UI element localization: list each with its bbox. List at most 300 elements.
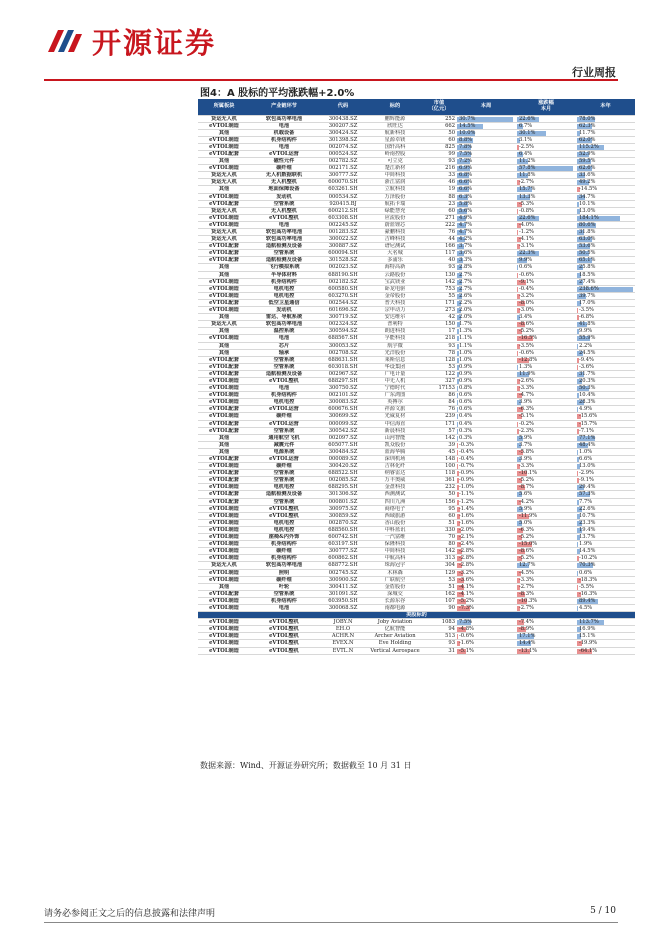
change-value: 31.7% — [579, 370, 596, 377]
ytd-change-cell — [576, 491, 635, 498]
segment-cell: 适航检测及设备 — [250, 243, 318, 250]
code-cell: 000801.SZ — [318, 498, 368, 505]
segment-cell: 空管系统 — [250, 470, 318, 477]
segment-cell: 电机电控 — [250, 292, 318, 299]
change-value: 1.3% — [519, 363, 533, 370]
change-value: 238.6% — [579, 285, 599, 292]
segment-cell: 空管系统 — [250, 590, 318, 597]
code-cell: 300859.SZ — [318, 512, 368, 519]
change-value: -8.7% — [519, 484, 534, 491]
table-row — [198, 207, 635, 214]
change-value: 41.8% — [579, 321, 596, 328]
name-cell: 国轩高科 — [368, 143, 422, 150]
name-cell: 卧龙电驱 — [368, 285, 422, 292]
segment-cell: 空管系统 — [250, 356, 318, 363]
week-change-cell — [456, 150, 516, 157]
change-value: 20.3% — [579, 377, 596, 384]
change-value: 3.7% — [519, 441, 533, 448]
sector-cell: eVTOL制造 — [198, 619, 250, 626]
name-cell: 西域旅游 — [368, 512, 422, 519]
change-value: -2.5% — [519, 143, 534, 150]
week-change-cell — [456, 555, 516, 562]
table-row — [198, 136, 635, 143]
segment-cell: 适航检测及设备 — [250, 370, 318, 377]
mktcap-cell: 33 — [422, 172, 456, 179]
sector-cell: eVTOL配套 — [198, 200, 250, 207]
code-cell: 601696.SZ — [318, 307, 368, 314]
change-value: 10.0% — [459, 129, 476, 136]
month-change-cell — [516, 399, 576, 406]
change-value: 9.9% — [579, 328, 593, 335]
sector-cell: eVTOL制造 — [198, 292, 250, 299]
change-value: -4.5% — [519, 569, 534, 576]
ytd-change-cell — [576, 569, 635, 576]
table-header-cell: 代码 — [318, 99, 368, 115]
table-row — [198, 221, 635, 228]
ytd-change-cell — [576, 448, 635, 455]
sector-cell: eVTOL制造 — [198, 484, 250, 491]
mktcap-cell: 45 — [422, 448, 456, 455]
table-header-cell: 所属板块 — [198, 99, 250, 115]
ytd-change-cell — [576, 377, 635, 384]
month-change-cell — [516, 491, 576, 498]
change-value: -7.4% — [519, 619, 534, 626]
mktcap-cell: 51 — [422, 583, 456, 590]
code-cell: 301528.SZ — [318, 257, 368, 264]
sector-cell: eVTOL制造 — [198, 505, 250, 512]
sector-cell: eVTOL配套 — [198, 257, 250, 264]
change-bar — [577, 471, 578, 476]
sector-cell: eVTOL制造 — [198, 463, 250, 470]
change-value: -2.3% — [519, 427, 534, 434]
code-cell: 002745.SZ — [318, 569, 368, 576]
sector-cell: eVTOL配套 — [198, 456, 250, 463]
sector-cell: 货运无人机 — [198, 115, 250, 122]
sector-cell: eVTOL制造 — [198, 214, 250, 221]
month-change-cell — [516, 278, 576, 285]
change-value: -9.1% — [579, 477, 594, 484]
name-cell: 广东鸿图 — [368, 392, 422, 399]
mktcap-cell: 171 — [422, 420, 456, 427]
name-cell: 中航高科 — [368, 555, 422, 562]
code-cell: 920415.BJ — [318, 200, 368, 207]
code-cell: 300542.SZ — [318, 427, 368, 434]
week-change-cell — [456, 647, 516, 654]
mktcap-cell: 129 — [422, 569, 456, 576]
change-value: 6.7% — [519, 122, 533, 129]
ytd-change-cell — [576, 158, 635, 165]
month-change-cell — [516, 349, 576, 356]
mktcap-cell: 107 — [422, 597, 456, 604]
segment-cell: 轴承 — [250, 349, 318, 356]
name-cell: 岭南控股 — [368, 150, 422, 157]
segment-cell: 电源系统 — [250, 448, 318, 455]
table-row — [198, 193, 635, 200]
table-row — [198, 633, 635, 640]
name-cell: 广联航空 — [368, 576, 422, 583]
month-change-cell — [516, 597, 576, 604]
table-row — [198, 299, 635, 306]
ytd-change-cell — [576, 498, 635, 505]
month-change-cell — [516, 470, 576, 477]
change-value: 15.1% — [579, 633, 596, 640]
sector-cell: 货运无人机 — [198, 229, 250, 236]
mktcap-cell: 330 — [422, 526, 456, 533]
change-value: 6.8% — [459, 172, 473, 179]
week-change-cell — [456, 299, 516, 306]
ytd-change-cell — [576, 335, 635, 342]
mktcap-cell: 88 — [422, 193, 456, 200]
week-change-cell — [456, 470, 516, 477]
segment-cell: eVTOL运营 — [250, 406, 318, 413]
change-value: 55.9% — [579, 335, 596, 342]
mktcap-cell: 84 — [422, 399, 456, 406]
mktcap-cell: 80 — [422, 541, 456, 548]
table-row — [198, 307, 635, 314]
change-value: 50.5% — [579, 250, 596, 257]
sector-cell: eVTOL制造 — [198, 221, 250, 228]
mktcap-cell: 162 — [422, 590, 456, 597]
change-value: 5.0% — [519, 519, 533, 526]
change-value: -5.2% — [519, 534, 534, 541]
change-value: -0.4% — [519, 285, 534, 292]
change-value: -13.1% — [519, 647, 538, 654]
ytd-change-cell — [576, 172, 635, 179]
ytd-change-cell — [576, 115, 635, 122]
month-change-cell — [516, 377, 576, 384]
change-value: -6.3% — [519, 406, 534, 413]
segment-cell: 机身结构件 — [250, 392, 318, 399]
change-value: 1.3% — [459, 328, 473, 335]
month-change-cell — [516, 236, 576, 243]
code-cell: EH.O — [318, 626, 368, 633]
change-value: 0.6% — [459, 399, 473, 406]
change-value: 16.9% — [579, 626, 596, 633]
table-row — [198, 392, 635, 399]
change-value: 5.6% — [519, 491, 533, 498]
change-value: -1.6% — [459, 640, 474, 647]
brand-logo — [44, 22, 254, 60]
name-cell: 中科蓝讯 — [368, 526, 422, 533]
segment-cell: 电机电控 — [250, 399, 318, 406]
sector-cell: eVTOL制造 — [198, 136, 250, 143]
week-change-cell — [456, 399, 516, 406]
change-value: 1.0% — [579, 448, 593, 455]
table-row — [198, 285, 635, 292]
name-cell: 中信海直 — [368, 420, 422, 427]
name-cell: 长源东谷 — [368, 597, 422, 604]
week-change-cell — [456, 115, 516, 122]
month-change-cell — [516, 385, 576, 392]
segment-cell: 碳纤维 — [250, 413, 318, 420]
ytd-change-cell — [576, 186, 635, 193]
segment-cell: 碳纤维 — [250, 165, 318, 172]
name-cell: 多浦乐 — [368, 257, 422, 264]
change-value: -6.3% — [519, 526, 534, 533]
code-cell: 600742.SH — [318, 534, 368, 541]
week-change-cell — [456, 229, 516, 236]
mktcap-cell: 171 — [422, 299, 456, 306]
mktcap-cell: 53 — [422, 576, 456, 583]
change-value: -5.3% — [519, 200, 534, 207]
ytd-change-cell — [576, 250, 635, 257]
segment-cell: 电池 — [250, 335, 318, 342]
segment-cell: 地面保障设备 — [250, 186, 318, 193]
table-row — [198, 370, 635, 377]
change-value: 0.8% — [459, 385, 473, 392]
table-header-cell: 产业链环节 — [250, 99, 318, 115]
change-value: 0.9% — [459, 370, 473, 377]
ytd-change-cell — [576, 526, 635, 533]
code-cell: 300777.SZ — [318, 172, 368, 179]
change-value: 62.0% — [579, 136, 596, 143]
change-value: -0.8% — [519, 207, 534, 214]
name-cell: 中无人机 — [368, 377, 422, 384]
change-value: 115.2% — [579, 143, 599, 150]
name-cell: 西测测试 — [368, 491, 422, 498]
segment-cell: 适航检测及设备 — [250, 257, 318, 264]
change-value: 10.7% — [579, 512, 596, 519]
ytd-change-cell — [576, 221, 635, 228]
segment-cell: 机身结构件 — [250, 278, 318, 285]
month-change-cell — [516, 413, 576, 420]
change-value: -3.6% — [579, 363, 594, 370]
week-change-cell — [456, 200, 516, 207]
sector-cell: eVTOL制造 — [198, 307, 250, 314]
month-change-cell — [516, 179, 576, 186]
mktcap-cell: 239 — [422, 413, 456, 420]
table-row — [198, 441, 635, 448]
change-value: 1.1% — [459, 342, 473, 349]
sector-cell: eVTOL配套 — [198, 370, 250, 377]
table-row — [198, 150, 635, 157]
change-value: 14.5% — [459, 122, 476, 129]
change-value: -1.1% — [459, 491, 474, 498]
code-cell: 300887.SZ — [318, 243, 368, 250]
change-value: -3.2% — [519, 292, 534, 299]
table-row — [198, 604, 635, 611]
code-cell: 300750.SZ — [318, 385, 368, 392]
name-cell: 祥源文旅 — [368, 406, 422, 413]
change-value: -0.7% — [459, 463, 474, 470]
ytd-change-cell — [576, 179, 635, 186]
code-cell: 603261.SH — [318, 186, 368, 193]
segment-cell: 机身结构件 — [250, 541, 318, 548]
segment-cell: 芯片 — [250, 342, 318, 349]
change-value: -8.0% — [519, 299, 534, 306]
ytd-change-cell — [576, 342, 635, 349]
table-header-row — [198, 99, 635, 115]
change-bar — [517, 230, 518, 235]
code-cell: EVTL.N — [318, 647, 368, 654]
name-cell: 凯众股份 — [368, 441, 422, 448]
ytd-change-cell — [576, 470, 635, 477]
code-cell: 603197.SH — [318, 541, 368, 548]
mktcap-cell: 46 — [422, 179, 456, 186]
name-cell: 云路股份 — [368, 271, 422, 278]
month-change-cell — [516, 604, 576, 611]
ytd-change-cell — [576, 150, 635, 157]
name-cell: 中简科技 — [368, 172, 422, 179]
week-change-cell — [456, 193, 516, 200]
month-change-cell — [516, 505, 576, 512]
week-change-cell — [456, 505, 516, 512]
change-value: 53.6% — [579, 243, 596, 250]
mktcap-cell: 232 — [422, 484, 456, 491]
segment-cell: eVTOL整机 — [250, 505, 318, 512]
sector-cell: eVTOL配套 — [198, 498, 250, 505]
change-value: 7.8% — [459, 143, 473, 150]
name-cell: 孚能科技 — [368, 335, 422, 342]
month-change-cell — [516, 633, 576, 640]
table-row — [198, 129, 635, 136]
change-value: 0.6% — [459, 406, 473, 413]
table-row — [198, 399, 635, 406]
month-change-cell — [516, 150, 576, 157]
month-change-cell — [516, 299, 576, 306]
change-value: -4.2% — [519, 498, 534, 505]
mktcap-cell: 142 — [422, 278, 456, 285]
change-value: -2.1% — [459, 534, 474, 541]
week-change-cell — [456, 328, 516, 335]
table-row — [198, 158, 635, 165]
name-cell: 珠海冠宇 — [368, 562, 422, 569]
week-change-cell — [456, 179, 516, 186]
code-cell: 600862.SH — [318, 555, 368, 562]
segment-cell: 发动机 — [250, 193, 318, 200]
table-row — [198, 590, 635, 597]
change-value: 27.4% — [579, 278, 596, 285]
sector-cell: 货运无人机 — [198, 207, 250, 214]
change-value: -64.1% — [579, 647, 598, 654]
month-change-cell — [516, 186, 576, 193]
change-value: -4.1% — [519, 236, 534, 243]
page-number: 5 / 10 — [590, 906, 616, 916]
sector-cell: eVTOL制造 — [198, 413, 250, 420]
change-bar — [577, 542, 578, 547]
month-change-cell — [516, 576, 576, 583]
segment-cell: 减震元件 — [250, 441, 318, 448]
week-change-cell — [456, 207, 516, 214]
table-row — [198, 491, 635, 498]
segment-cell: 半导体材料 — [250, 271, 318, 278]
change-value: -8.6% — [519, 548, 534, 555]
change-value: -5.8% — [519, 448, 534, 455]
mktcap-cell: 40 — [422, 257, 456, 264]
segment-cell: 雷达、导航系统 — [250, 314, 318, 321]
sector-cell: eVTOL配套 — [198, 477, 250, 484]
week-change-cell — [456, 236, 516, 243]
segment-cell: 温控系统 — [250, 328, 318, 335]
code-cell: 300420.SZ — [318, 463, 368, 470]
table-row — [198, 143, 635, 150]
change-value: 7.5% — [459, 150, 473, 157]
change-value: -2.0% — [459, 526, 474, 533]
name-cell: 海特高新 — [368, 264, 422, 271]
table-row — [198, 335, 635, 342]
ytd-change-cell — [576, 314, 635, 321]
name-cell: 商络电子 — [368, 505, 422, 512]
ytd-change-cell — [576, 484, 635, 491]
code-cell: 688522.SH — [318, 470, 368, 477]
code-cell: 002182.SZ — [318, 278, 368, 285]
week-change-cell — [456, 441, 516, 448]
table-row — [198, 229, 635, 236]
sector-cell: eVTOL制造 — [198, 193, 250, 200]
table-row — [198, 328, 635, 335]
sector-cell: 货运无人机 — [198, 562, 250, 569]
month-change-cell — [516, 498, 576, 505]
mktcap-cell: 753 — [422, 285, 456, 292]
mktcap-cell: 17153 — [422, 385, 456, 392]
segment-cell: eVTOL运营 — [250, 420, 318, 427]
table-row — [198, 498, 635, 505]
mktcap-cell: 222 — [422, 221, 456, 228]
name-cell: 吉峰科技 — [368, 236, 422, 243]
name-cell: Joby Aviation — [368, 619, 422, 626]
mktcap-cell: 118 — [422, 470, 456, 477]
code-cell: 600676.SH — [318, 406, 368, 413]
sector-cell: eVTOL配套 — [198, 250, 250, 257]
week-change-cell — [456, 491, 516, 498]
code-cell: 300068.SZ — [318, 604, 368, 611]
week-change-cell — [456, 186, 516, 193]
change-value: 0.3% — [459, 427, 473, 434]
code-cell: 300719.SZ — [318, 314, 368, 321]
change-value: 0.6% — [579, 569, 593, 576]
name-cell: 普天科技 — [368, 299, 422, 306]
week-change-cell — [456, 136, 516, 143]
sector-cell: 其他 — [198, 314, 250, 321]
sector-cell: eVTOL制造 — [198, 285, 250, 292]
ytd-change-cell — [576, 626, 635, 633]
change-value: 30.1% — [519, 129, 536, 136]
change-value: -14.5% — [579, 186, 598, 193]
sector-cell: eVTOL配套 — [198, 470, 250, 477]
change-value: 63.0% — [579, 236, 596, 243]
table-row — [198, 214, 635, 221]
table-header-cell: 市值 （亿元） — [422, 99, 456, 115]
change-value: -3.3% — [519, 576, 534, 583]
week-change-cell — [456, 498, 516, 505]
month-change-cell — [516, 583, 576, 590]
ytd-change-cell — [576, 370, 635, 377]
change-value: -2.4% — [459, 541, 474, 548]
footer-disclaimer: 请务必参阅正文之后的信息披露和法律声明 — [44, 909, 216, 919]
change-value: -15.6% — [579, 413, 598, 420]
ytd-change-cell — [576, 264, 635, 271]
sector-cell: eVTOL配套 — [198, 406, 250, 413]
table-row — [198, 534, 635, 541]
code-cell: 603270.SH — [318, 292, 368, 299]
week-change-cell — [456, 257, 516, 264]
month-change-cell — [516, 328, 576, 335]
change-value: 57.3% — [579, 491, 596, 498]
week-change-cell — [456, 349, 516, 356]
ytd-change-cell — [576, 604, 635, 611]
segment-cell: 软包高功率电池 — [250, 562, 318, 569]
month-change-cell — [516, 562, 576, 569]
mktcap-cell: 55 — [422, 292, 456, 299]
table-row — [198, 236, 635, 243]
name-cell: Vertical Aerospace — [368, 647, 422, 654]
month-change-cell — [516, 264, 576, 271]
change-bar — [457, 422, 458, 427]
change-value: -3.2% — [459, 569, 474, 576]
sector-cell: eVTOL制造 — [198, 385, 250, 392]
sector-cell: 货运无人机 — [198, 172, 250, 179]
month-change-cell — [516, 335, 576, 342]
